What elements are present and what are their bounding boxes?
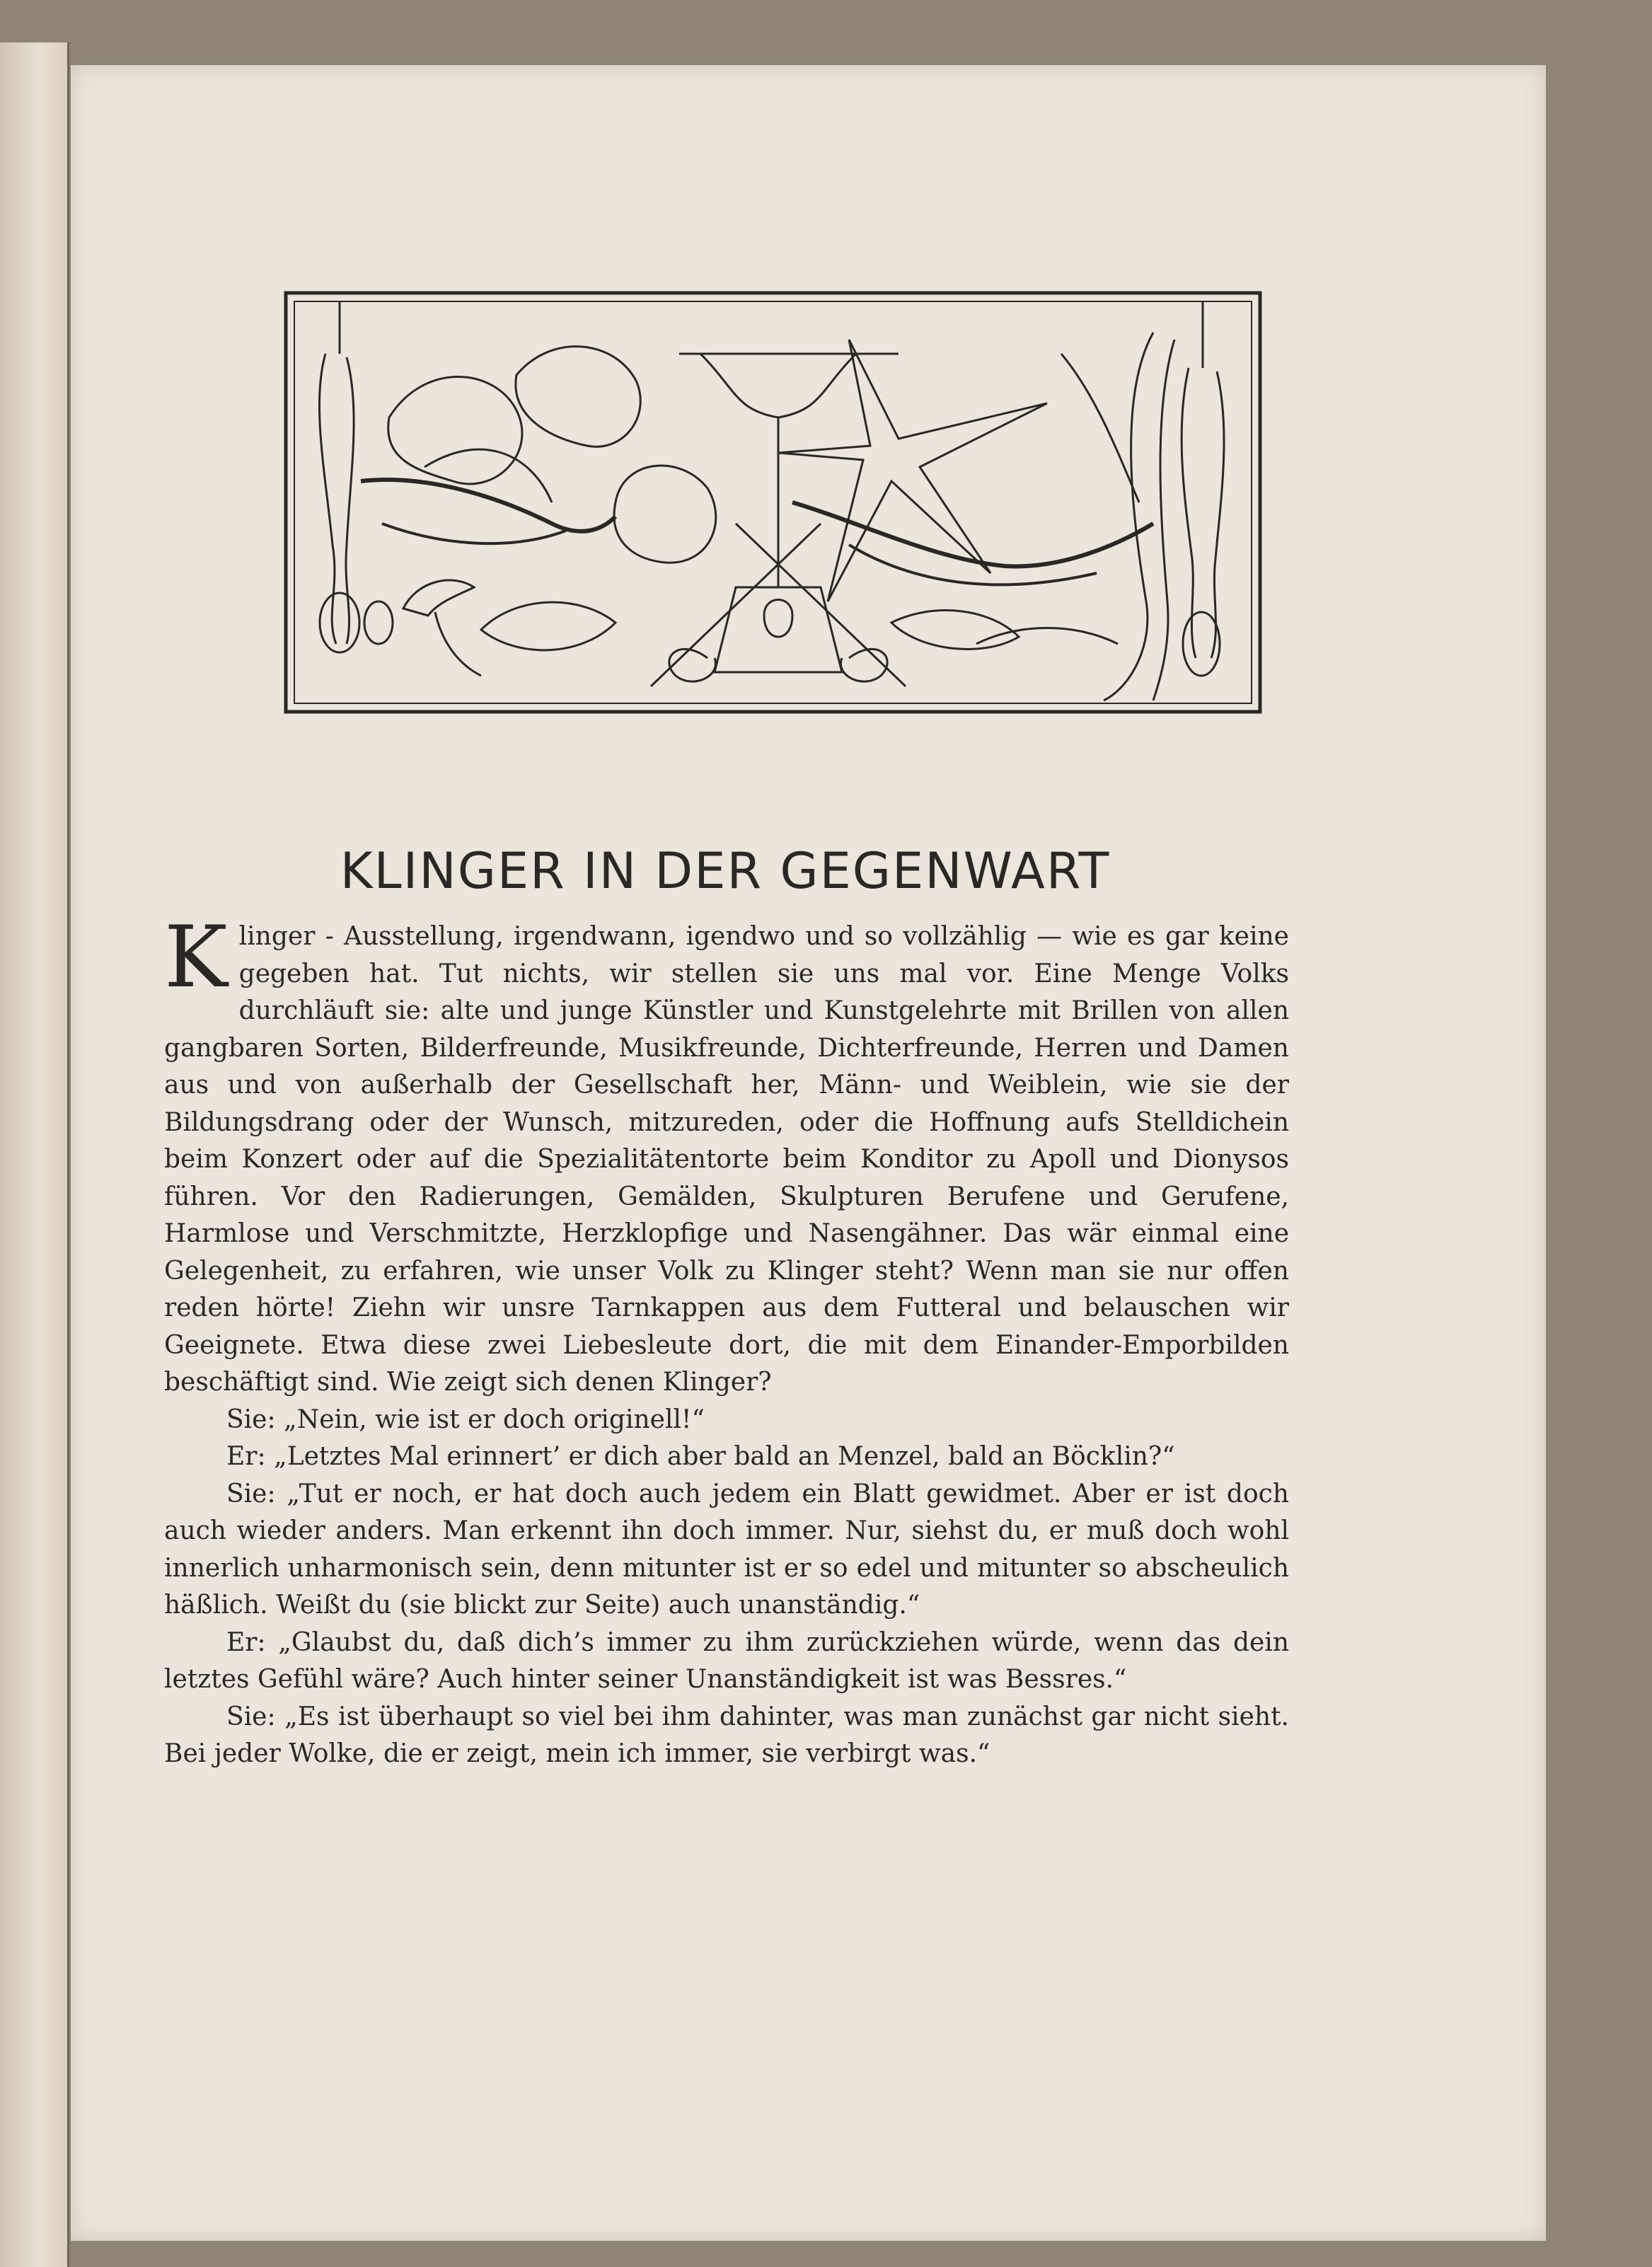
left-page-edge bbox=[0, 42, 69, 2267]
dialog-line: Sie: „Nein, wie ist er doch originell!“ bbox=[226, 1404, 705, 1434]
drop-cap: K bbox=[164, 908, 228, 1007]
intro-text: linger - Ausstellung, irgendwann, igendwo und so vollzählig — wie es gar keine gegeben hat. Tut nichts, wir stellen sie uns mal vor. Eine Menge Volks durchläuft sie: alte und junge Künstler und Kunstgelehrte mit Brillen von allen gangbaren Sorten, Bilderfreunde, Musikfreunde, Dichterfreunde, Herren und Damen aus und von außerhalb der Gesellschaft her, Männ- und Weiblein, wie sie der Bildungsdrang oder der Wunsch, mitzureden, oder die Hoffnung aufs Stelldichein beim Konzert oder auf die Spezialitätentorte beim Konditor zu Apoll und Dionysos führen. Vor den Radierungen, Gemälden, Skulpturen Berufene und Gerufene, Harmlose und Verschmitzte, Herzklopfige und Nasengähner. Das wär einmal eine Gelegenheit, zu erfahren, wie unser Volk zu Klinger steht? Wenn man sie nur offen reden hörte! Ziehn wir unsre Tarnkappen aus dem Futteral und belauschen wir Geeignete. Etwa diese zwei Liebesleute dort, die mit dem Einander-Emporbilden beschäftigt sind. Wie zeigt sich denen Klinger? bbox=[164, 922, 1289, 1397]
article-body bbox=[164, 908, 1289, 1773]
ornamental-vignette bbox=[283, 290, 1263, 715]
article-title: KLINGER IN DER GEGENWART bbox=[340, 842, 1111, 900]
intro-paragraph bbox=[164, 908, 1289, 1402]
dialog-line: Sie: „Tut er noch, er hat doch auch jedem ein Blatt gewidmet. Aber er ist doch auch wieder anders. Man erkennt ihn doch immer. Nur, siehst du, er muß doch wohl innerlich unharmonisch sein, denn mitunter ist er so edel und mitunter so abscheulich häßlich. Weißt du (sie blickt zur Seite) auch unanständig.“ bbox=[164, 1479, 1289, 1620]
dialog-line: Er: „Letztes Mal erinnert’ er dich aber bald an Menzel, bald an Böcklin?“ bbox=[226, 1442, 1175, 1471]
dialog-line: Er: „Glaubst du, daß dich’s immer zu ihm zurückziehen würde, wenn das dein letztes Gefühl wäre? Auch hinter seiner Unanständigkeit ist was Bessres.“ bbox=[164, 1627, 1289, 1694]
dialog-line: Sie: „Es ist überhaupt so viel bei ihm dahinter, was man zunächst gar nicht sieht. Bei jeder Wolke, die er zeigt, mein ich immer, sie verbirgt was.“ bbox=[164, 1702, 1289, 1768]
